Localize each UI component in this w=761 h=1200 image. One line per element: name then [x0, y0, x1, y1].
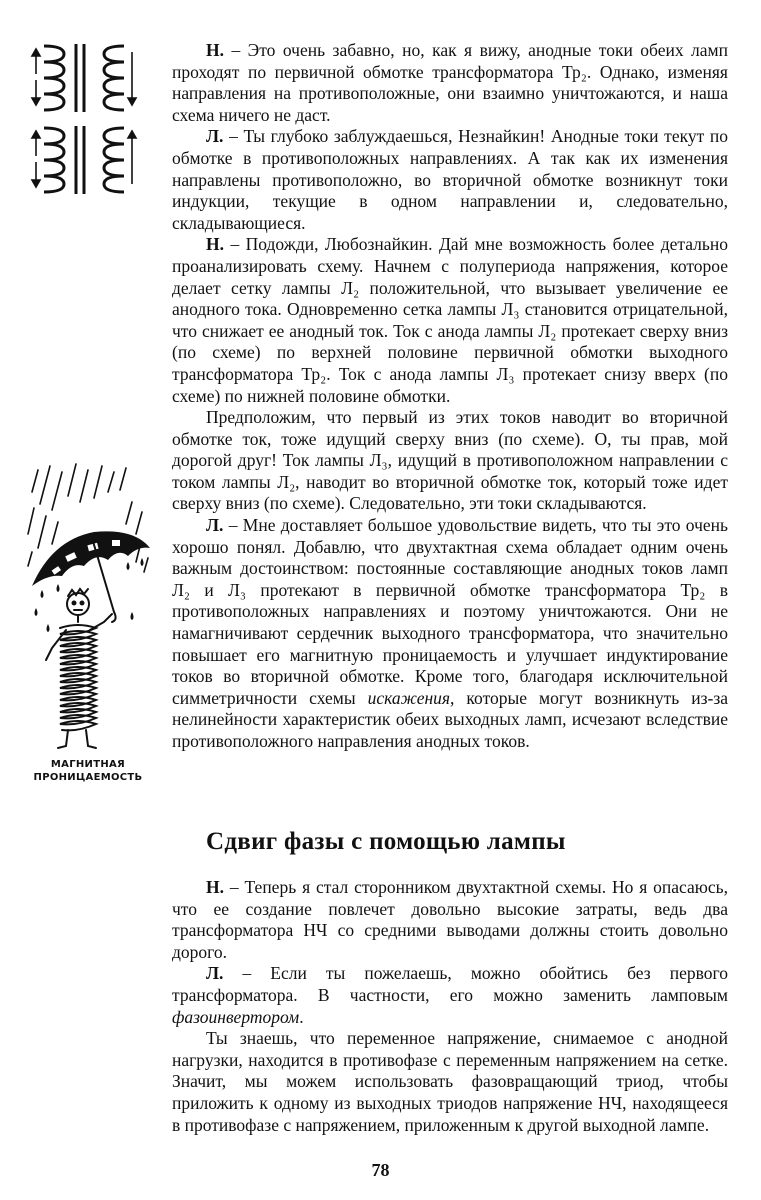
paragraph-text: – Подожди, Любознайкин. Дай мне возможность более детально проанализировать схему. Начнем с полупериода напряжения, которое делает сетку лампы Л₂ положительной, что вызывает увеличение ее анодного тока. Одновременно сетка лампы Л₃ становится отрицательной, что снижает ее анодный ток. Ток с анода лампы Л₂ протекает сверху вниз (по схеме) по верхней половине первичной обмотки выходного трансформатора Тр₂. Ток с анода лампы Л₃ протекает снизу вверх (по схеме) по нижней половине обмотки.	[172, 234, 728, 406]
paragraph-7	[172, 963, 728, 1028]
umbrella-man-illustration	[22, 462, 157, 754]
speaker-label: Л.	[206, 126, 224, 147]
paragraph-8	[172, 1028, 728, 1136]
paragraph-text: Предположим, что первый из этих токов наводит во вторичной обмотке ток, тоже идущий сверху вниз (по схеме). О, ты прав, мой дорогой друг! Ток лампы Л₃, идущий в противоположном направлении с током лампы Л₂, наводит во вторичной обмотке ток, который тоже идет сверху вниз (по схеме). Следовательно, эти токи складываются.	[172, 407, 728, 514]
transformer-windings-figure	[28, 40, 158, 200]
speaker-label: Л.	[206, 963, 224, 984]
paragraph-4	[172, 407, 728, 515]
paragraph-2	[172, 126, 728, 234]
paragraph-text: – Это очень забавно, но, как я вижу, анодные токи обеих ламп проходят по первичной обмотке трансформатора Тр₂. Однако, изменяя направления на противоположные, они взаимно уничтожаются, и наша схема ничего не даст.	[172, 40, 728, 125]
speaker-label: Н.	[206, 234, 224, 255]
emphasis-term: искажения	[367, 687, 451, 708]
figure-caption	[18, 758, 158, 784]
paragraph-text: , которые могут возникнуть из-за нелинейности характеристик обеих выходных ламп, исчезают вследствие противоположного направления анодных токов.	[172, 687, 729, 751]
paragraph-text: – Мне доставляет большое удовольствие видеть, что ты это очень хорошо понял. Добавлю, что двухтактная схема обладает одним очень важным достоинством: постоянные составляющие анодных токов ламп Л₂ и Л₃ протекают в первичной обмотке трансформатора Тр₂ в противоположных направлениях и поэтому уничтожаются. Они не намагничивают сердечник выходного трансформатора, что значительно повышает его магнитную проницаемость и улучшает индуктирование токов во вторичной обмотке. Кроме того, благодаря исключительной симметричности схемы	[172, 515, 728, 708]
section-heading: Сдвиг фазы с помощью лампы	[206, 828, 566, 855]
paragraph-6	[172, 877, 728, 963]
paragraph-text: – Теперь я стал сторонником двухтактной схемы. Но я опасаюсь, что ее создание повлечет довольно высокие затраты, ведь два трансформатора НЧ со средними выводами должны стоить довольно дорого.	[172, 877, 728, 962]
page-number: 78	[371, 1160, 390, 1180]
paragraph-text: – Если ты пожелаешь, можно обойтись без первого трансформатора. В частности, его можно заменить ламповым	[172, 963, 728, 1005]
paragraph-3	[172, 234, 728, 407]
paragraph-5	[172, 515, 728, 753]
speaker-label: Н.	[206, 877, 224, 897]
caption-line-1: МАГНИТНАЯ	[50, 759, 126, 770]
caption-line-2: ПРОНИЦАЕМОСТЬ	[33, 772, 143, 783]
main-text-column	[172, 40, 728, 753]
paragraph-text: .	[299, 1006, 304, 1027]
paragraph-text: Ты знаешь, что переменное напряжение, снимаемое с анодной нагрузки, находится в противофазе с переменным напряжением на сетке. Значит, мы можем использовать фазовращающий триод, чтобы приложить к одному из выходных триодов напряжение НЧ, находящееся в противофазе с напряжением, приложенным к другой выходной лампе.	[172, 1028, 728, 1135]
section-text-column	[172, 877, 728, 1136]
emphasis-term: фазоинвертором	[172, 1006, 300, 1027]
speaker-label: Л.	[206, 515, 224, 536]
paragraph-text: – Ты глубоко заблуждаешься, Незнайкин! Анодные токи текут по обмотке в противоположных направлениях. А так как их изменения направлены противоположно, во вторичной обмотке возникнут токи индукции, текущие в одном направлении и, следовательно, складывающиеся.	[172, 126, 728, 233]
paragraph-1	[172, 40, 728, 126]
speaker-label: Н.	[206, 40, 224, 60]
